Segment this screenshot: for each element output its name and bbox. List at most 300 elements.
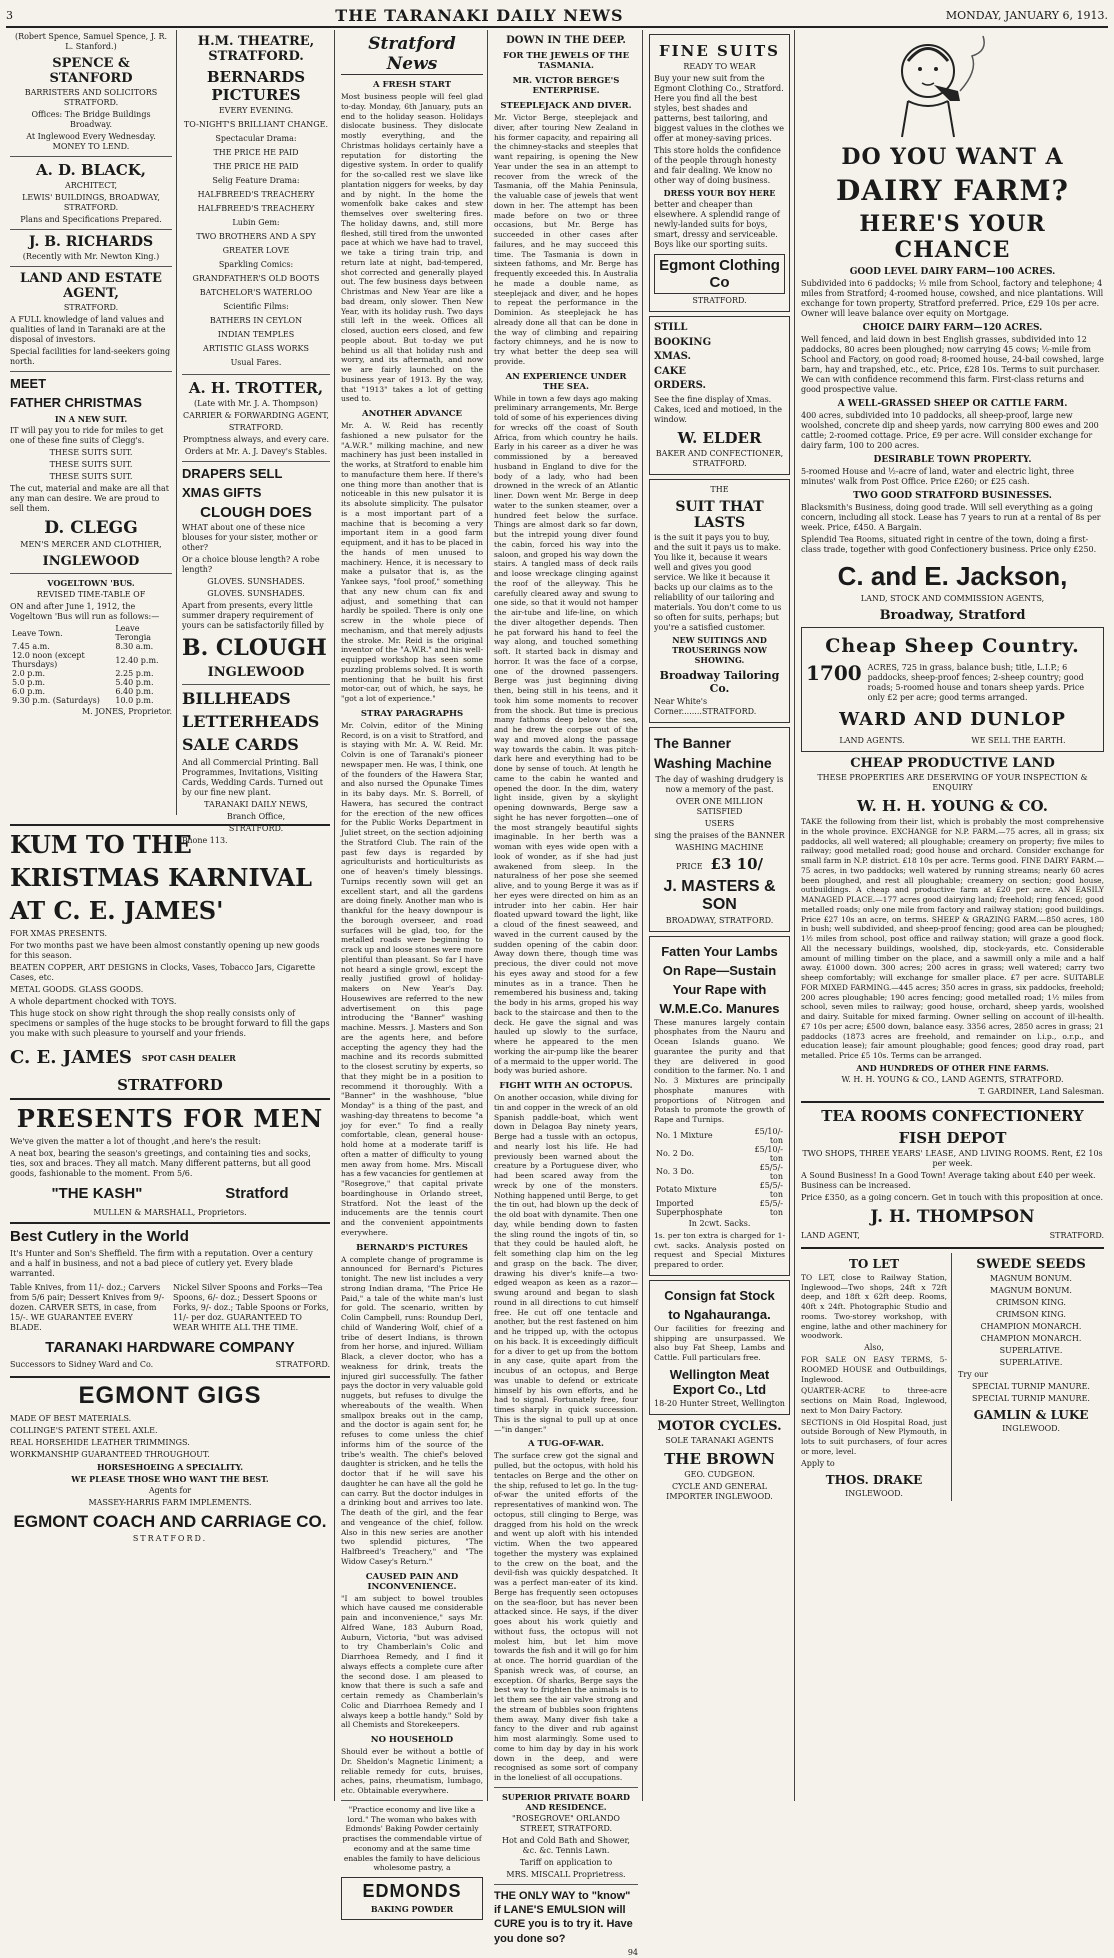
consign-l1: Consign fat Stock xyxy=(664,1287,775,1303)
kum-l2: KRISTMAS KARNIVAL xyxy=(10,863,312,892)
kum-p1: For two months past we have been almost constantly opening up new goods for this season. xyxy=(10,941,320,960)
clegg-h1: MEET xyxy=(10,376,47,391)
column-5 xyxy=(645,30,794,1801)
trotter-prompt: Promptness always, and every care. xyxy=(182,435,330,444)
men-title: PRESENTS FOR MEN xyxy=(16,1104,324,1133)
wash-town: BROADWAY, STRATFORD. xyxy=(665,915,774,925)
theatre-every: EVERY EVENING. xyxy=(218,106,294,115)
article-title: CAUSED PAIN AND INCONVENIENCE. xyxy=(365,1571,459,1592)
cut-name: TARANAKI HARDWARE COMPANY xyxy=(45,1339,295,1356)
clegg-name: D. CLEGG xyxy=(44,518,138,538)
page-number: 3 xyxy=(6,8,13,22)
table-row xyxy=(654,1145,785,1163)
bus-cell: 6.40 p.m. xyxy=(115,687,154,696)
sheep-number: 1700 xyxy=(806,661,862,685)
bus-cell: 12.0 noon (except Thursdays) xyxy=(12,651,85,669)
fine-town: STRATFORD. xyxy=(692,296,747,305)
clegg-h3: IN A NEW SUIT. xyxy=(54,414,128,424)
men-p1: We've given the matter a lot of thought ,and here's the result: xyxy=(10,1137,261,1146)
program-line: ARTISTIC GLASS WORKS xyxy=(203,344,309,353)
cut-p1: It's Hunter and Son's Sheffield. The firm with a reputation. Over a century and a half in business, and not a bad piece of cutlery yet. Every blade warranted. xyxy=(10,1249,313,1278)
jackson-trade: LAND, STOCK AND COMMISSION AGENTS, xyxy=(860,594,1045,603)
consign-name: Wellington Meat Export Co., Ltd xyxy=(669,1366,770,1397)
news-title: Stratford News xyxy=(341,34,483,75)
program-line: Sparkling Comics: xyxy=(218,260,294,269)
cheap-salesman: T. GARDINER, Land Salesman. xyxy=(978,1086,1104,1096)
gig-massey: MASSEY-HARRIS FARM IMPLEMENTS. xyxy=(88,1498,252,1507)
clegg-s1: THESE SUITS SUIT. xyxy=(49,448,133,457)
manure-cell: No. 1 Mixture xyxy=(656,1131,713,1141)
kum-p3: METAL GOODS. GLASS GOODS. xyxy=(10,985,144,994)
dairy-q3: HERE'S YOUR CHANCE xyxy=(859,211,1046,263)
table-row xyxy=(654,1181,785,1199)
bus-cell: 12.40 p.m. xyxy=(115,655,159,665)
bus-cell: 2.0 p.m. xyxy=(12,669,46,678)
wash-l1: The Banner xyxy=(654,734,732,751)
tea-town: STRATFORD. xyxy=(1049,1230,1104,1240)
table-row xyxy=(10,678,172,687)
cut-title: Best Cutlery in the World xyxy=(10,1228,189,1245)
column-rule xyxy=(642,30,643,1801)
land-special: Special facilities for land-seekers going north. xyxy=(10,347,171,366)
spence-title: SPENCE & STANFORD xyxy=(49,56,133,86)
clegg-s3: THESE SUITS SUIT. xyxy=(49,472,133,481)
column-2 xyxy=(178,30,334,845)
deep-text: While in town a few days ago making preliminary arrangements, Mr. Berge told of some of his experiences diving for wrecks off the coast of South Africa, from which country he hails. Early in his career as a diver he was commissioned by a bereaved husband in England to dive for the body of a lady, who had been drowned in the wreck of an Atlantic liner. Down went Mr. Berge in deep water to the sunken steamer, over a hundred feet below the surface. Things are almost dark so far down, but the intrepid young diver found the cabin, forced his way into the saloon, and groped his way down the stairs. A tangled mass of deck rails and loose wreckage clinging against the roof of the alleyway. This he carefully cleared away and swung to one side, so that it would not hamper the air-tube and life-line, on which the diver altogether depends. Then he pat forward his hand to feel the way along, and touched something soft. It started back in dismay and horror. It was the face of a corpse, one of the drowned passengers. Berge was just beginning diving then, being still in his teens, and it took him some moments to recover from the shock. But time is precious many fathoms deep below the sea, and he drew the corpse out of the way and moved along the passage way towards the cabin. It was pitch-dark here and everything had to be done by sense of touch. At length he came to the cabin he wanted and opened the door. In the dim, watery light inside, given by a skylight opening downwards, Berge saw a sight he has never forgotten—one of the most strangely beautiful sights imaginable. In her berth was a woman with eyes wide open with a look of wonder, as if she had just awakened from sleep. In the naturalness of her pose she seemed alive, and to young Berge it was as if her eyes were directed on him as an intruder into her cabin. Her hair floated upward toward the light, like a cloud of the finest seaweed, and waved in the current caused by the sudden opening of the cabin door. Away down there, though time was precious, the diver could not move his eyes away and stood for a few minutes as in a trance. Then he remembered his business and, taking the body in his arms, groped his way back to the staircase and then to the deck. He gave the signal and was hauled up slowly to the surface, where he appeared to the men working the air-pump like the bearer of a mermaid to the upper world. The body was buried ashore. xyxy=(494,393,638,1076)
manure-price-table xyxy=(654,1127,785,1217)
land-text: A FULL knowledge of land values and qualities of land in Taranaki are at the disposal of investors. xyxy=(10,315,166,344)
bill-branch: Branch Office, xyxy=(226,812,286,821)
lane-text: THE ONLY WAY to "know" if LANE'S EMULSION will CURE you is to try it. Have you done so? xyxy=(494,1889,633,1945)
bill-paper: TARANAKI DAILY NEWS, xyxy=(204,800,308,809)
cheap-name: W. H. H. YOUNG & CO. xyxy=(857,797,1048,815)
clough-h1: DRAPERS SELL xyxy=(182,466,283,481)
fine-text2: This store holds the confidence of the people through honesty and fair dealing. We know no other way of doing business. xyxy=(654,146,781,185)
bus-proprietor: M. JONES, Proprietor. xyxy=(82,707,172,716)
wash-l2: Washing Machine xyxy=(654,754,772,771)
bus-cell: 7.45 a.m. xyxy=(12,642,50,651)
suit-the: THE xyxy=(710,484,729,494)
column-1 xyxy=(6,30,176,815)
seed-town: INGLEWOOD. xyxy=(1002,1423,1060,1433)
program-line: GRANDFATHER'S OLD BOOTS xyxy=(192,274,320,283)
cut-right: Nickel Silver Spoons and Forks—Tea Spoons, 6/- doz.; Dessert Spoons or Forks, 9/- doz.; Table Spoons or Forks, 11/- per doz. GUARANTEED TO WEAR WHITE ALL THE TIME. xyxy=(173,1283,329,1332)
cut-town: STRATFORD. xyxy=(275,1360,330,1369)
issue-date: MONDAY, JANUARY 6, 1913. xyxy=(945,8,1108,22)
room-address: "ROSEGROVE" ORLANDO STREET, STRATFORD. xyxy=(512,1813,620,1833)
cake-name: W. ELDER xyxy=(677,428,762,447)
trotter-late: (Late with Mr. J. A. Thompson) xyxy=(194,399,318,408)
edmonds-logo xyxy=(341,1877,483,1920)
trotter-town: STRATFORD. xyxy=(228,423,284,432)
farm5-text: Blacksmith's Business, doing good trade. Will sell everything as a going concern, including all stock. Lease has 7 years to run at a rental of 8s per week. Price, £450. A Bargain. xyxy=(801,503,1101,532)
edmonds-text: "Practice economy and live like a lord." The woman who bakes with Edmonds' Baking Powder certainly practises the commendable virtue of economy and at the same time enables the family to have delicious wholesome pastry, a xyxy=(342,1804,482,1873)
spence-names: (Robert Spence, Samuel Spence, J. R. L. Stanford.) xyxy=(14,32,168,51)
edmonds-logo-text: EDMONDS xyxy=(362,1881,462,1901)
clough-p1: WHAT about one of these nice blouses for your sister, mother or other? xyxy=(182,523,318,552)
lamb-l2: On Rape—Sustain xyxy=(662,962,777,978)
program-line: Selig Feature Drama: xyxy=(212,176,300,185)
tea-text3: Price £350, as a going concern. Get in touch with this proposition at once. xyxy=(801,1192,1104,1202)
deep-sub: FOR THE JEWELS OF THE TASMANIA. xyxy=(502,51,630,71)
fine-name: Egmont Clothing Co xyxy=(654,254,785,294)
farm1-title: GOOD LEVEL DAIRY FARM—100 ACRES. xyxy=(849,267,1056,277)
bus-cell: 2.25 p.m. xyxy=(115,669,154,678)
deep-text: The surface crew got the signal and pulled, but the octopus, with hold his tentacles on Berge and the other on the ship, refused to let go. In the tug-of-war the united efforts of the representatives of mankind won. The octopus, still clinging to Berge, was dragged from his hold on the wreck and went up aloft with his intended victim. When the two appeared together the mystery was explained to the crew on the boat, and the devil-fish was quickly despatched. It was a perfect man-eater of its kind. Berge has frequently seen octopuses on the sea-floor, but has never been attacked since. He says, if the diver goes about his work quietly and without fuss, the octopus will not molest him, but let him move towards the fish and it will go for him at once. The horrid guardian of the Spanish wreck was, of course, an exception. Of sharks, Berge says the best way to frighten the animals is to let them see the air valve strong and the stream of bubbles soon frightens them away. Many diver fish take a fancy to the diver and rub against him most alarmingly. Some used to come to him day by day in his work down in the deep, and were recognised as some sort of company in the loneliest of all occupations. xyxy=(494,1451,638,1782)
gig-title: EGMONT GIGS xyxy=(78,1382,262,1409)
clough-p3: Apart from presents, every little summer drapery requirement of yours can be satisfactorily filled by xyxy=(182,601,324,630)
farm3-title: A WELL-GRASSED SHEEP OR CATTLE FARM. xyxy=(837,399,1068,409)
dairy-q2: DAIRY FARM? xyxy=(836,174,1069,207)
deep-s1: MR. VICTOR BERGE'S ENTERPRISE. xyxy=(512,76,620,96)
wash-sing: sing the praises of the BANNER xyxy=(654,830,785,840)
clough-gloves2: GLOVES. SUNSHADES. xyxy=(207,589,305,598)
lamb-text: These manures largely contain phosphates from the Nauru and Ocean Islands guano. We guarantee the purity and that they are delivered in good condition to the farmer. No. 1 and No. 3 Mixtures are principally phosphate manures with proportions of Nitrogen and Potash to promote the growth of Rape and Turnips. xyxy=(654,1017,785,1124)
kum-town: STRATFORD xyxy=(117,1076,223,1094)
theatre-name: BERNARDS PICTURES xyxy=(206,68,306,104)
seed-item: MAGNUM BONUM. xyxy=(990,1285,1072,1295)
deep-text: Mr. Victor Berge, steeplejack and diver, after touring New Zealand in his former capacity, and repairing all the chimney-stacks and steeples that want repairing, is opening the New Year under the sea in an attempt to recover from the wreck of the Tasmania, off the Mahia Peninsula, the valuable case of jewels that went down in her. The attempt has been made before on two or three occasions, but Mr. Berge has succeeded in other cases after failures, and he may succeed this time. The Tasmania is down in sixteen fathoms, and Mr. Berge has frequently exceeded this. In Australia he made a double name, as steeplejack and diver, and he hopes to repeat the performance in the Dominion. As steeplejack he has already done all that can be done in the way of climbing and repairing factory chimneys, and he is now to try what better the deep sea will provide. xyxy=(494,113,638,366)
page-header xyxy=(6,4,1108,28)
seed-item: SUPERLATIVE. xyxy=(999,1345,1063,1355)
bus-cell: 8.30 a.m. xyxy=(115,642,154,651)
seed-item: SUPERLATIVE. xyxy=(999,1357,1063,1367)
article-title: A FRESH START xyxy=(372,80,452,90)
spence-office: Offices: The Bridge Buildings Broadway. xyxy=(31,110,151,129)
room-bath: Hot and Cold Bath and Shower, &c. &c. Tennis Lawn. xyxy=(502,1835,630,1855)
kum-p5: This huge stock on show right through the shop really consists only of specimens or samples of the huge stocks to be brought forward to fill the gaps you make with such pleasure to yourself and your friends. xyxy=(10,1009,330,1038)
program-line: TWO BROTHERS AND A SPY xyxy=(196,232,316,241)
clegg-town: INGLEWOOD xyxy=(42,554,140,569)
trotter-name: A. H. TROTTER, xyxy=(188,379,324,397)
tea-text2: A Sound Business! In a Good Town! Average taking about £40 per week. Business can be increased. xyxy=(801,1170,1096,1190)
richards-name: J. B. RICHARDS xyxy=(28,234,154,250)
clegg-trade: MEN'S MERCER AND CLOTHIER, xyxy=(20,540,162,549)
black-title: ARCHITECT, xyxy=(64,181,118,190)
cut-left: Table Knives, from 11/- doz.; Carvers from 5/6 pair; Dessert Knives from 9/- dozen. CARVER SETS, in case, from 15/-. WE GUARANTEE EVERY BLADE. xyxy=(10,1283,165,1332)
tea-title: TEA ROOMS CONFECTIONERY xyxy=(821,1106,1084,1125)
manure-cell: £5/5/- ton xyxy=(759,1180,783,1199)
bill-p1: And all Commercial Printing. Ball Programmes, Invitations, Visiting Cards, Wedding Cards. Turned out by our fine new plant. xyxy=(182,758,324,797)
column-3-stratford-news xyxy=(337,30,487,1914)
article-text: Most business people will feel glad to-day. Monday, 6th January, puts an end to the holiday season. Holidays dislocate business. They dislocate mostly everything, and the Christmas holidays certainly have a reputation for distorting the digestive system. In order to qualify for the so-called rest we slave like plantation niggers for weeks, by day and by night. In the home the womenfolk bake cakes and stew themselves over sweltering fires. The holiday dawns, and, still more fleshed, still tired from the unwonted pace at which we have had to travel, we take a tiring train trip, and return late at night, bad-tempered, shot corrected and generally played out. The few business days between Christmas and New Year are like a bad dream, only slower. Then New Year, with its holiday rush. Two days still left in the week. Offices all closed, auction eers closed, and few people about. But to-day we put behind us all that holiday rush and worry, and its aftermath, and now we are fairly launched on the business year of 1913. By the way, that "1913" takes a lot of getting used to. xyxy=(341,92,483,404)
farm3-text: 400 acres, subdivided into 10 paddocks, all sheep-proof, large new woolshed, concrete dip and sheep yards, now carrying 800 ewes and 200 cattle; 2-roomed cottage. Price, £9 per acre. Will consider exchange for dairy farm, 100 to 200 acres. xyxy=(801,411,1099,450)
gig-name: EGMONT COACH AND CARRIAGE CO. xyxy=(13,1512,327,1531)
gig-l2: COLLINGE'S PATENT STEEL AXLE. xyxy=(10,1426,158,1435)
gig-l3: REAL HORSEHIDE LEATHER TRIMMINGS. xyxy=(10,1438,190,1447)
article-text: A complete change of programme is announced for Bernard's Pictures tonight. The new list includes a very strong Indian drama, "The Price He Paid," a tale of the white man's lust for gold. The scenario, written by Colin Campbell, runs: Roundup Derl, child of Wandering Wolf, chief of a tribe of desert Indians, is thrown from her horse, and injured. William Black, a clever doctor, who has a weakness for drink, treats the injured girl successfully. The father pays the doctor in very valuable gold nuggets, but refuses to divulge the whereabouts of the wealth. When smallpox breaks out in the camp, and the doctor is again sent for, he refuses to come unless the chief informs him of the source of the tribe's wealth. The chief's beloved daughter is stricken, and he tells the doctor that if he will save his daughter he can have all the gold he can carry. But the doctor indulges in a drinking bout and arrives too late. The death of the girl, and the fear and vengeance of the chief, follow. Also in this new series are another two splendid pictures, "The Halfbreed's Treachery," and "The Widow Casey's Return." xyxy=(341,1254,483,1566)
seed-item: CRIMSON KING. xyxy=(996,1309,1066,1319)
program-line: BATCHELOR'S WATERLOO xyxy=(199,288,313,297)
manure-cell: Potato Mixture xyxy=(656,1185,717,1195)
program-line: Usual Fares. xyxy=(230,358,282,367)
farm2-text: Well fenced, and laid down in best English grasses, subdivided into 12 paddocks, 80 acres been ploughed; now carrying 45 cows; ½-mile from School and Factory, on good road; 8-roomed house, 24-bail cowshed, large barn, hay and trapshed, etc., etc. Price, £28 10s. Terms to suit purchaser. We can with confidence recommend this farm. First-class returns and good prospective value. xyxy=(801,335,1104,394)
spence-inglewood: At Inglewood Every Wednesday. MONEY TO LEND. xyxy=(26,132,156,151)
manure-cell: £5/10/- ton xyxy=(754,1144,783,1163)
bus-col-a: Leave Town. xyxy=(12,628,63,638)
bus-cell: 9.30 p.m. (Saturdays) xyxy=(12,696,100,705)
land-town: STRATFORD. xyxy=(63,303,119,312)
bus-cell: 6.0 p.m. xyxy=(12,687,46,696)
seed-name: GAMLIN & LUKE xyxy=(973,1407,1089,1422)
program-line: Spectacular Drama: xyxy=(215,134,297,143)
deep-s5: A TUG-OF-WAR. xyxy=(528,1439,604,1450)
table-row xyxy=(10,669,172,678)
tea-land: LAND AGENT, xyxy=(801,1230,860,1240)
fine-title: FINE SUITS xyxy=(659,42,780,60)
wash-over: OVER ONE MILLION SATISFIED xyxy=(675,796,764,816)
deep-s2: STEEPLEJACK AND DIVER. xyxy=(500,101,632,111)
cake-l3: XMAS. xyxy=(654,351,691,362)
bus-cell: 10.0 p.m. xyxy=(115,696,154,705)
swede-seeds-ad xyxy=(958,1253,1104,1501)
cheap-text: TAKE the following from their list, which is probably the most comprehensive in the whole province. EXCHANGE for N.P. FARM.—75 acres, all in grass; six paddocks, all well watered; all ploughable; creamery on property; five miles to railway; good metalled road; good house and orchard. Consider exchange for small farm in N.P. district. £18 10s per acre. Terms good. FINE DAIRY FARM.—75 acres, in two paddocks; well watered by running streams; nearly 60 acres been ploughed, and rest all ploughable; creamery on section; good house, outbuildings. A cheap and productive farm at £20 per acre. AN EASILY MANAGED PLACE.—177 acres good dairying land; freehold; ring fenced; good metalled roads; only one mile from factory and railway station; good buildings. Price £27 10s an acre, on terms. SHEEP & GRAZING FARM.—850 acres, 180 in bush; well subdivided, and sheep-proof fencing; good area can be ploughed; 1½ miles from school, post office and railway station; will graze a good flock. All the necessary buildings, woolshed, dip, stock-yards, etc. Considerable amount of milling timber on the place, and a sawmill only a mile and a half away. £1000 down. 300 acres; 200 acres in grass; well watered; carry two sheep comfortably; will exchange for smaller place. £7 per acre. SUITABLE FOR MIXED FARMING.—445 acres; 350 acres in grass, six paddocks, freehold; 200 acres ploughable; 190 acres fencing; good metalled road; 1½ miles from school, seven miles to railway; good house, orchard, sheep yards, woolshed and dairy. Suitable for mixed farming. Owner selling on account of ill-health. £7 10s per acre; £500 down, balance easy. 3356 acres, 2850 acres in grass; 21 paddocks (1873 acres are freehold, and remainder on l.i.p., o.r.p., and education lease); fair amount ploughable; good fences; good dray road, part metalled. Price £5 10s. Terms can be arranged. xyxy=(801,817,1104,1060)
fine-sub: READY TO WEAR xyxy=(683,62,756,71)
program-line: BATHERS IN CEYLON xyxy=(209,316,303,325)
gig-l1: MADE OF BEST MATERIALS. xyxy=(10,1414,132,1423)
program-line: HALFBREED'S TREACHERY xyxy=(197,204,315,213)
consign-text: Our facilities for freezing and shipping are unsurpassed. We also buy Fat Sheep, Lambs and Cattle. Full particulars free. xyxy=(654,1323,785,1362)
clough-h2: XMAS GIFTS xyxy=(182,485,262,500)
let-sale: FOR SALE ON EASY TERMS, 5-ROOMED HOUSE and Outbuildings, Inglewood. xyxy=(801,1355,947,1384)
let-text: TO LET, close to Railway Station, Inglewood—Two shops, 24ft x 72ft deep, and 18ft x 62ft deep. Rooms, 40ft x 24ft. Photographic Studio and rooms. Two-storey workshop, with engine, lathe and other machinery for woodwork. xyxy=(801,1272,947,1341)
cake-text: See the fine display of Xmas. Cakes, iced and motioed, in the window. xyxy=(654,394,782,424)
moto-title: MOTOR CYCLES. xyxy=(657,1418,782,1434)
farm5-title: TWO GOOD STRATFORD BUSINESSES. xyxy=(853,491,1052,501)
fine-text: Buy your new suit from the Egmont Clothing Co., Stratford. Here you find all the best styles, best shades and patterns, best tailoring, and biggest values in the clothes we offer at money-saving prices. xyxy=(654,74,784,143)
land-agent: LAND AND ESTATE AGENT, xyxy=(20,271,162,301)
bus-cell: 5.40 p.m. xyxy=(115,678,154,687)
cheap-more: AND HUNDREDS OF OTHER FINE FARMS. xyxy=(856,1062,1049,1073)
room-tariff: Tariff on application to xyxy=(519,1857,613,1867)
program-line: Scientific Films: xyxy=(223,302,289,311)
lamb-l4: W.M.E.Co. Manures xyxy=(659,1000,780,1016)
bus-text: ON and after June 1, 1912, the Vogeltown 'Bus will run as follows:— xyxy=(10,602,160,621)
let-apply: Apply to xyxy=(801,1458,835,1468)
program-line: Lubin Gem: xyxy=(232,218,280,227)
cake-trade: BAKER AND CONFECTIONER, STRATFORD. xyxy=(655,448,784,468)
column-4-down-in-deep xyxy=(490,30,642,1957)
column-6-land xyxy=(797,30,1108,1801)
consign-address: 18-20 Hunter Street, Wellington xyxy=(654,1398,785,1408)
sheep-motto: WE SELL THE EARTH. xyxy=(971,736,1066,745)
let-town: INGLEWOOD. xyxy=(845,1488,903,1498)
program-line: HALFBREED'S TREACHERY xyxy=(197,190,315,199)
fine-dress: DRESS YOUR BOY HERE xyxy=(663,188,776,198)
manure-cell: No. 3 Do. xyxy=(656,1167,695,1177)
cheap-sub: THESE PROPERTIES ARE DESERVING OF YOUR INSPECTION & ENQUIRY xyxy=(817,773,1088,792)
consign-l2: to Ngahauranga. xyxy=(668,1306,771,1322)
deep-s3: AN EXPERIENCE UNDER THE SEA. xyxy=(505,371,627,392)
spence-sub: BARRISTERS AND SOLICITORS STRATFORD. xyxy=(24,88,158,107)
moto-dealer: GEO. CUDGEON. xyxy=(684,1469,755,1479)
clegg-s2: THESE SUITS SUIT. xyxy=(49,460,133,469)
seed-title: SWEDE SEEDS xyxy=(976,1256,1086,1272)
seed-item: CHAMPION MONARCH. xyxy=(980,1333,1082,1343)
lamb-l3: Your Rape with xyxy=(672,981,767,997)
program-line: GREATER LOVE xyxy=(222,246,290,255)
richards-sub: (Recently with Mr. Newton King.) xyxy=(22,252,160,261)
sheep-title: Cheap Sheep Country. xyxy=(825,635,1080,657)
manure-cell: £5/5/- ton xyxy=(759,1162,783,1181)
masthead: THE TARANAKI DAILY NEWS xyxy=(335,5,624,25)
suit-text: is the suit it pays you to buy, and the suit it pays us to make. You like it, because it wears well and gives you good service. We like it because it backs up our claims as to the reliability of our tailoring and materials. You don't come to us so often for suits, perhaps; but you're a satisfied customer. xyxy=(654,532,782,632)
kum-p4: A whole department chocked with TOYS. xyxy=(10,997,177,1006)
farm5-text2: Splendid Tea Rooms, situated right in centre of the town, doing a first-class trade, together with good Confectionery business. Price only £250. xyxy=(801,535,1097,554)
cheap-title: CHEAP PRODUCTIVE LAND xyxy=(850,756,1055,771)
seed-manure: SPECIAL TURNIP MANURE. xyxy=(972,1381,1090,1391)
cake-l1: STILL xyxy=(654,322,688,333)
fine-text3: better and cheaper than elsewhere. A splendid range of newly-landed suits for boys, smart, dressy and serviceable. Boys like our sporting suits. xyxy=(654,200,780,249)
manure-cell: No. 2 Do. xyxy=(656,1149,695,1159)
lamb-l1: Fatten Your Lambs xyxy=(661,943,778,959)
bill-town: STRATFORD. xyxy=(228,824,284,833)
men-town: Stratford xyxy=(225,1185,289,1202)
gig-l5: HORSESHOEING A SPECIALITY. xyxy=(96,1462,244,1472)
tea-text: TWO SHOPS, THREE YEARS' LEASE, AND LIVING ROOMS. Rent, £2 10s per week. xyxy=(802,1148,1103,1168)
seed-try: Try our xyxy=(958,1369,989,1379)
farm4-title: DESIRABLE TOWN PROPERTY. xyxy=(873,455,1032,465)
program-line: THE PRICE HE PAID xyxy=(213,162,299,171)
deep-title: DOWN IN THE DEEP. xyxy=(506,35,626,46)
edmonds-logo-sub: BAKING POWDER xyxy=(370,1904,454,1914)
sheep-land: LAND AGENTS. xyxy=(839,736,905,745)
deep-s4: FIGHT WITH AN OCTOPUS. xyxy=(499,1081,633,1091)
black-address: LEWIS' BUILDINGS, BROADWAY, STRATFORD. xyxy=(22,193,160,212)
cake-l5: ORDERS. xyxy=(654,380,706,391)
table-row xyxy=(654,1199,785,1217)
article-title: STRAY PARAGRAPHS xyxy=(360,708,464,719)
column-rule xyxy=(487,30,488,1801)
kum-l3: AT C. E. JAMES' xyxy=(10,896,224,925)
program-line: THE PRICE HE PAID xyxy=(213,148,299,157)
table-row xyxy=(10,642,172,651)
clough-gloves1: GLOVES. SUNSHADES. xyxy=(207,577,305,586)
wash-text: The day of washing drudgery is now a memory of the past. xyxy=(655,774,784,794)
let-also: Also, xyxy=(864,1343,884,1352)
kum-l1: KUM TO THE xyxy=(10,830,192,859)
clegg-p1: IT will pay you to ride for miles to get one of these fine suits of Clegg's. xyxy=(10,426,164,445)
cake-l4: CAKE xyxy=(654,365,687,377)
wide-ad-block xyxy=(6,820,334,1801)
cheap-sign: W. H. H. YOUNG & CO., LAND AGENTS, STRATFORD. xyxy=(841,1074,1064,1084)
let-title: TO LET xyxy=(848,1256,900,1271)
lane-number: 94 xyxy=(627,1947,638,1957)
seed-manure: SPECIAL TURNIP MANURE. xyxy=(972,1393,1090,1403)
article-title: ANOTHER ADVANCE xyxy=(362,409,462,419)
kum-trade: SPOT CASH DEALER xyxy=(141,1052,236,1063)
kum-for: FOR XMAS PRESENTS. xyxy=(10,929,108,938)
table-row xyxy=(10,651,172,669)
farm2-title: CHOICE DAIRY FARM—120 ACRES. xyxy=(862,323,1043,333)
sheep-name: WARD AND DUNLOP xyxy=(839,709,1066,730)
clough-name: B. CLOUGH xyxy=(182,635,327,661)
table-row xyxy=(10,696,172,705)
seed-item: CHAMPION MONARCH. xyxy=(980,1321,1082,1331)
bus-sub: REVISED TIME-TABLE OF xyxy=(36,590,146,599)
to-let-ad xyxy=(801,1253,952,1501)
dairy-illustration xyxy=(801,30,1104,140)
black-name: A. D. BLACK, xyxy=(35,161,147,179)
farm4-text: 5-roomed House and ½-acre of land, water and electric light, three minutes' walk from Post Office. Price £260; or £25 cash. xyxy=(801,467,1074,486)
lamb-rail: 1s. per ton extra is charged for 1-cwt. sacks. Analysis posted on request and Special Mixtures prepared to order. xyxy=(654,1230,785,1269)
bill-l2: LETTERHEADS xyxy=(182,712,320,731)
gig-agents: Agents for xyxy=(148,1486,192,1495)
let-quarter: QUARTER-ACRE to three-acre sections on Main Road, Inglewood, next to Mon Dairy Factory. xyxy=(801,1386,947,1415)
gig-l4: WORKMANSHIP GUARANTEED THROUGHOUT. xyxy=(10,1450,210,1459)
bill-l1: BILLHEADS xyxy=(182,689,291,708)
room-proprietress: MRS. MISCALL Proprietress. xyxy=(506,1869,626,1879)
table-row xyxy=(10,687,172,696)
wash-price-label: PRICE xyxy=(676,861,703,871)
theatre-title: H.M. THEATRE, STRATFORD. xyxy=(197,34,315,64)
table-row xyxy=(654,1163,785,1181)
let-sections: SECTIONS in Old Hospital Road, just outside Borough of New Plymouth, in lots to suit purchasers, of four acres or more, level. xyxy=(801,1417,947,1456)
article-text: Mr. Colvin, editor of the Mining Record, is on a visit to Stratford, and is staying with Mr. A. W. Reid. Mr. Colvin is one of Taranaki's pioneer newspaper men. He was, I think, one of the founders of the Hawera Star, and also nursed the Opunake Times in its baby days. Mr. S. Borrell, of Hawera, has secured the contract for the erection of the new offices for the Public Works Department in Juliet street, on the section adjoining the Stratford Club. The rain of the past few days is regarded by agriculturists and horticulturists as one of heaven's timely blessings. Turnips recently sown will get an excellent start, and all the gardens are doing finely. Another man who is thankful for the heavy downpour is the borough overseer, and road surfaces will be glad, too, for the metalled roads were beginning to crack up and loose stones were more plentiful than pleasant. So far I have not heard a single growl, except the really justified growl of holiday-makers on New Year's Day. Housewives are referred to the new advertisement on this page introducing the "Banner" washing machine. Messrs. J. Masters and Son are the agents here, and before accepting the agency they had the machine and its records submitted to the closest scrutiny by experts, so that they might be in a position to recommend it thoroughly. With a "Banner" in the washhouse, "blue Monday" is a thing of the past, and washing-day threatens to become "a joy for ever." To find a really comfortable, clean, general house-hold home at a moderate tariff is often a matter of difficulty to young men away from home. Mrs. Miscall has a few vacancies for gentlemen at "Rosegrove," that capital private boardinghouse in Orlando street, Stratford. Not the least of the inducements are the tennis court and the convenient appointments everywhere. xyxy=(341,720,483,1237)
tea-name: J. H. THOMPSON xyxy=(870,1206,1035,1227)
trotter-orders: Orders at Mr. A. J. Davey's Stables. xyxy=(184,447,328,456)
kum-name: C. E. JAMES xyxy=(10,1047,132,1068)
farm1-text: Subdivided into 6 paddocks; ½ mile from School, factory and telephone; 4 miles from Stratford; 4-roomed house, cowshed, and nice plantations. Will exchange for town property, Stratford preferred. Price, £29 10s per acre. Owner will leave balance over equity on Mortgage. xyxy=(801,279,1104,318)
bus-title: VOGELTOWN 'BUS. xyxy=(47,578,135,588)
lamb-bags: In 2cwt. Sacks. xyxy=(688,1218,751,1228)
moto-sub: SOLE TARANAKI AGENTS xyxy=(665,1435,774,1445)
let-name: THOS. DRAKE xyxy=(825,1472,923,1487)
trotter-trade: CARRIER & FORWARDING AGENT, xyxy=(183,411,329,420)
clough-p2: Or a choice blouse length? A robe length? xyxy=(182,555,320,574)
suit-address: Near White's Corner........STRATFORD. xyxy=(654,696,757,716)
jackson-name: C. and E. Jackson, xyxy=(837,561,1068,591)
deep-text: On another occasion, while diving for tin and copper in the wreck of an old Spanish paddle-boat, which went down in Delagoa Bay ninety years, Berge had a tussle with an octopus, and nearly lost his life. He had previously been warned about the creature by a Portuguese diver, who had been scared away from the wreck by one of the monsters. Nothing happened until Berge, to get the tin out, had blown up the deck of the old boat with dynamite. Then one day, while bending down to fasten the sling round the ingots of tin, so that they could be hauled aloft, he felt something clap him on the leg and grasp on the back. The diver, drawing his diver's knife—a two-edged weapon as keen as a razor—swung around and began to slash round in all directions to cut himself free. He cut off one tentacle and another, but the rest fastened on him and he tripped up, with the octopus on his back. It is exceedingly difficult for a diver to get up from the bottom in any case, quite apart from the incubus of an octopus, and Berge was unable to defend or extricate himself by his own efforts, and he had to signal. Fortunately free, four times sharply in quick succession. This is the signal to pull up at once—"in danger." xyxy=(494,1093,638,1434)
sheep-text: ACRES, 725 in grass, balance bush; title, L.I.P.; 6 paddocks, sheep-proof fences; 2-sheep country; good roads; 5-roomed house and tonars sheep yards. Price only £2 per acre; good terms arranged. xyxy=(867,663,1085,702)
suit-title: SUIT THAT LASTS xyxy=(675,498,764,531)
kum-p2: BEATEN COPPER, ART DESIGNS in Clocks, Vases, Tobacco Jars, Cigarette Cases, etc. xyxy=(10,963,316,982)
wash-users: USERS xyxy=(704,818,735,828)
column-rule xyxy=(334,30,335,1801)
article-text: Should ever be without a bottle of Dr. Sheldon's Magnetic Liniment; a reliable remedy for cuts, bruises, aches, pains, rheumatism, lumbago, etc. Obtainable everywhere. xyxy=(341,1747,483,1795)
gig-l6: WE PLEASE THOSE WHO WANT THE BEST. xyxy=(71,1474,269,1484)
wash-machine: WASHING MACHINE xyxy=(675,842,764,852)
article-title: NO HOUSEHOLD xyxy=(370,1735,454,1745)
bus-col-b: Leave Terongia xyxy=(115,624,152,642)
suit-name: Broadway Tailoring Co. xyxy=(659,668,780,695)
seed-item: MAGNUM BONUM. xyxy=(990,1273,1072,1283)
manure-cell: Imported Superphosphate xyxy=(656,1198,723,1217)
men-props: MULLEN & MARSHALL, Proprietors. xyxy=(93,1208,247,1217)
column-rule xyxy=(794,30,795,1801)
clough-h3: CLOUGH DOES xyxy=(200,504,312,521)
wash-price: £3 10/ xyxy=(710,854,763,873)
manure-cell: £5/10/- ton xyxy=(754,1126,783,1145)
cut-succ: Successors to Sidney Ward and Co. xyxy=(10,1360,154,1369)
jackson-town: Broadway, Stratford xyxy=(879,608,1026,623)
room-title: SUPERIOR PRIVATE BOARD AND RESIDENCE. xyxy=(502,1791,630,1812)
program-line: TO-NIGHT'S BRILLIANT CHANGE. xyxy=(183,120,329,129)
bill-phone: Phone 113. xyxy=(182,836,228,845)
manure-cell: £5/5/- ton xyxy=(759,1198,783,1217)
program-line: INDIAN TEMPLES xyxy=(217,330,295,339)
bus-cell: 5.0 p.m. xyxy=(12,678,46,687)
men-kash: "THE KASH" xyxy=(51,1185,143,1202)
tea-title2: FISH DEPOT xyxy=(898,1128,1007,1147)
clegg-h2: FATHER CHRISTMAS xyxy=(10,395,142,410)
article-title: BERNARD'S PICTURES xyxy=(356,1242,468,1253)
clough-town: INGLEWOOD xyxy=(207,665,305,680)
clegg-p2: The cut, material and make are all that any man can desire. We are proud to sell them. xyxy=(10,484,169,513)
bus-timetable xyxy=(10,624,172,705)
suit-new: NEW SUITINGS AND TROUSERINGS NOW SHOWING. xyxy=(672,634,767,665)
man-smoking-pipe-icon xyxy=(888,31,1018,139)
